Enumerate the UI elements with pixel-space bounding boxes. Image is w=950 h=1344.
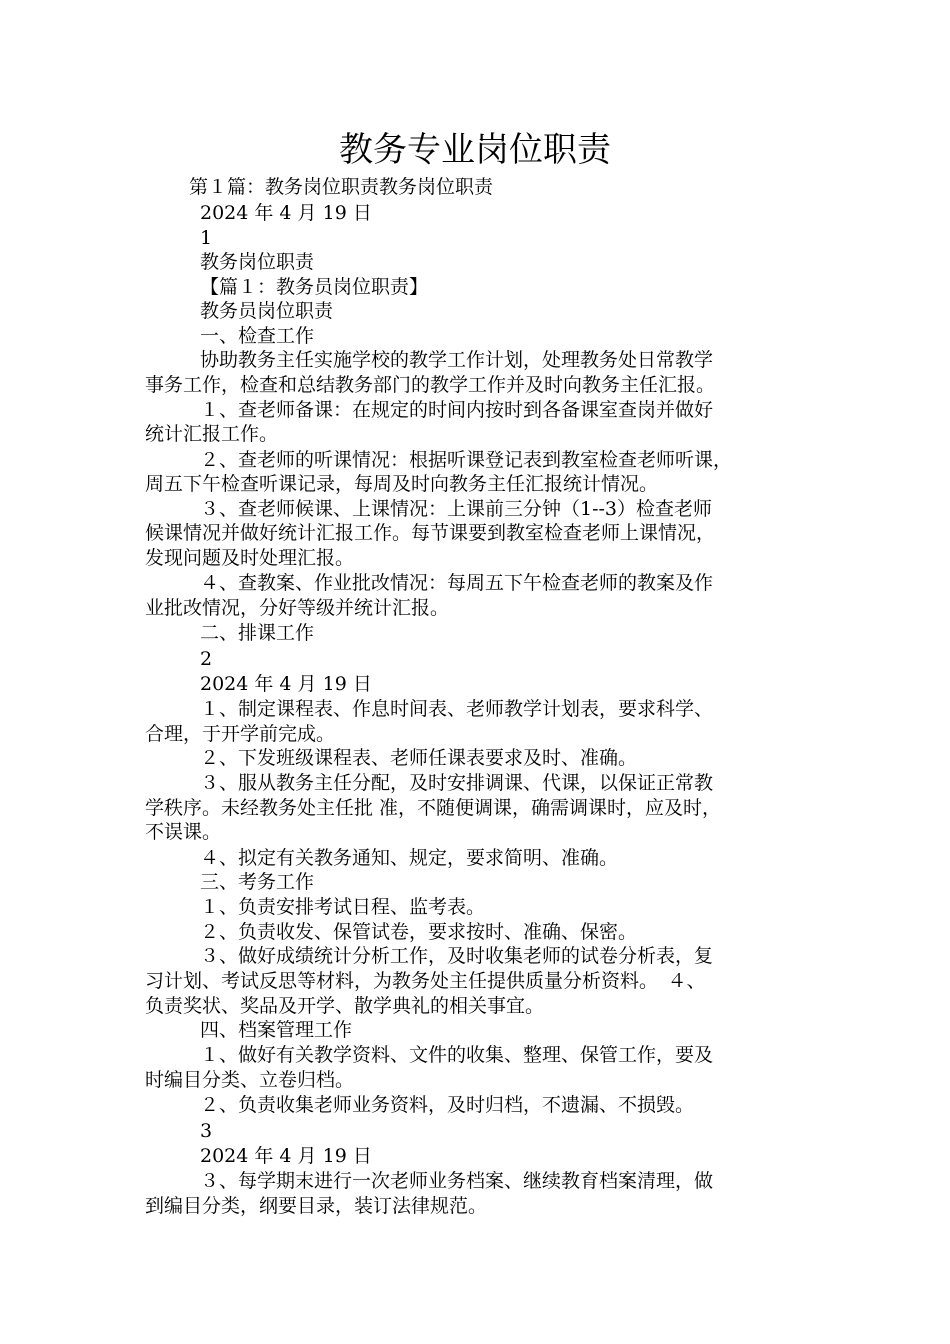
paragraph-line: 合理，于开学前完成。 bbox=[145, 723, 336, 745]
paragraph-line: １、做好有关教学资料、文件的收集、整理、保管工作，要及 bbox=[200, 1044, 714, 1066]
paragraph-line: １、查老师备课：在规定的时间内按时到各备课室查岗并做好 bbox=[200, 399, 714, 421]
paragraph-line: ４、拟定有关教务通知、规定，要求简明、准确。 bbox=[200, 847, 619, 869]
paragraph-line: 时编目分类、立卷归档。 bbox=[145, 1069, 355, 1091]
paragraph-line: 周五下午检查听课记录，每周及时向教务主任汇报统计情况。 bbox=[145, 473, 659, 495]
section-heading: 一、检查工作 bbox=[200, 325, 315, 347]
paragraph-line: 统计汇报工作。 bbox=[145, 423, 279, 445]
paragraph-line: ２、下发班级课程表、老师任课表要求及时、准确。 bbox=[200, 747, 638, 769]
paragraph-line: 发现问题及时处理汇报。 bbox=[145, 547, 355, 569]
paragraph-line: ２、查老师的听课情况：根据听课登记表到教室检查老师听课， bbox=[200, 449, 733, 471]
paragraph-line: 候课情况并做好统计汇报工作。每节课要到教室检查老师上课情况， bbox=[145, 522, 716, 544]
paragraph-line: ３、查老师候课、上课情况：上课前三分钟（1--3）检查老师 bbox=[200, 498, 713, 520]
page-number: 1 bbox=[200, 227, 213, 249]
section-heading: 四、档案管理工作 bbox=[200, 1019, 353, 1041]
paragraph-line: １、负责安排考试日程、监考表。 bbox=[200, 896, 486, 918]
paragraph-line: ２、负责收发、保管试卷，要求按时、准确、保密。 bbox=[200, 921, 638, 943]
section-heading: 教务员岗位职责 bbox=[200, 300, 334, 322]
page-number: 2 bbox=[200, 648, 213, 670]
section-heading: 教务岗位职责 bbox=[200, 251, 315, 273]
paragraph-line: 学秩序。未经教务处主任批 准，不随便调课，确需调课时，应及时， bbox=[145, 797, 722, 819]
paragraph-line: ４、查教案、作业批改情况：每周五下午检查老师的教案及作 bbox=[200, 572, 714, 594]
paragraph-line: 负责奖状、奖品及开学、散学典礼的相关事宜。 bbox=[145, 995, 545, 1017]
paragraph-line: 协助教务主任实施学校的教学工作计划，处理教务处日常教学 bbox=[200, 349, 714, 371]
document-subtitle: 第１篇：教务岗位职责教务岗位职责 bbox=[189, 176, 494, 198]
date-line: 2024 年 4 月 19 日 bbox=[200, 202, 372, 224]
document-title: 教务专业岗位职责 bbox=[339, 130, 611, 170]
paragraph-line: ３、服从教务主任分配，及时安排调课、代课，以保证正常教 bbox=[200, 772, 714, 794]
paragraph-line: ３、每学期末进行一次老师业务档案、继续教育档案清理，做 bbox=[200, 1170, 714, 1192]
paragraph-line: 业批改情况，分好等级并统计汇报。 bbox=[145, 597, 450, 619]
paragraph-line: 习计划、考试反思等材料，为教务处主任提供质量分析资料。 ４、 bbox=[145, 970, 706, 992]
section-heading: 三、考务工作 bbox=[200, 871, 315, 893]
paragraph-line: ３、做好成绩统计分析工作，及时收集老师的试卷分析表，复 bbox=[200, 945, 714, 967]
section-heading: 二、排课工作 bbox=[200, 622, 315, 644]
paragraph-line: 到编目分类，纲要目录，装订法律规范。 bbox=[145, 1195, 488, 1217]
paragraph-line: ２、负责收集老师业务资料，及时归档，不遗漏、不损毁。 bbox=[200, 1094, 695, 1116]
paragraph-line: 事务工作，检查和总结教务部门的教学工作并及时向教务主任汇报。 bbox=[145, 374, 716, 396]
paragraph-line: 不误课。 bbox=[145, 821, 222, 843]
date-line: 2024 年 4 月 19 日 bbox=[200, 673, 372, 695]
page-number: 3 bbox=[200, 1120, 213, 1142]
paragraph-line: １、制定课程表、作息时间表、老师教学计划表，要求科学、 bbox=[200, 698, 714, 720]
chapter-heading: 【篇１：教务员岗位职责】 bbox=[200, 276, 429, 298]
date-line: 2024 年 4 月 19 日 bbox=[200, 1145, 372, 1167]
